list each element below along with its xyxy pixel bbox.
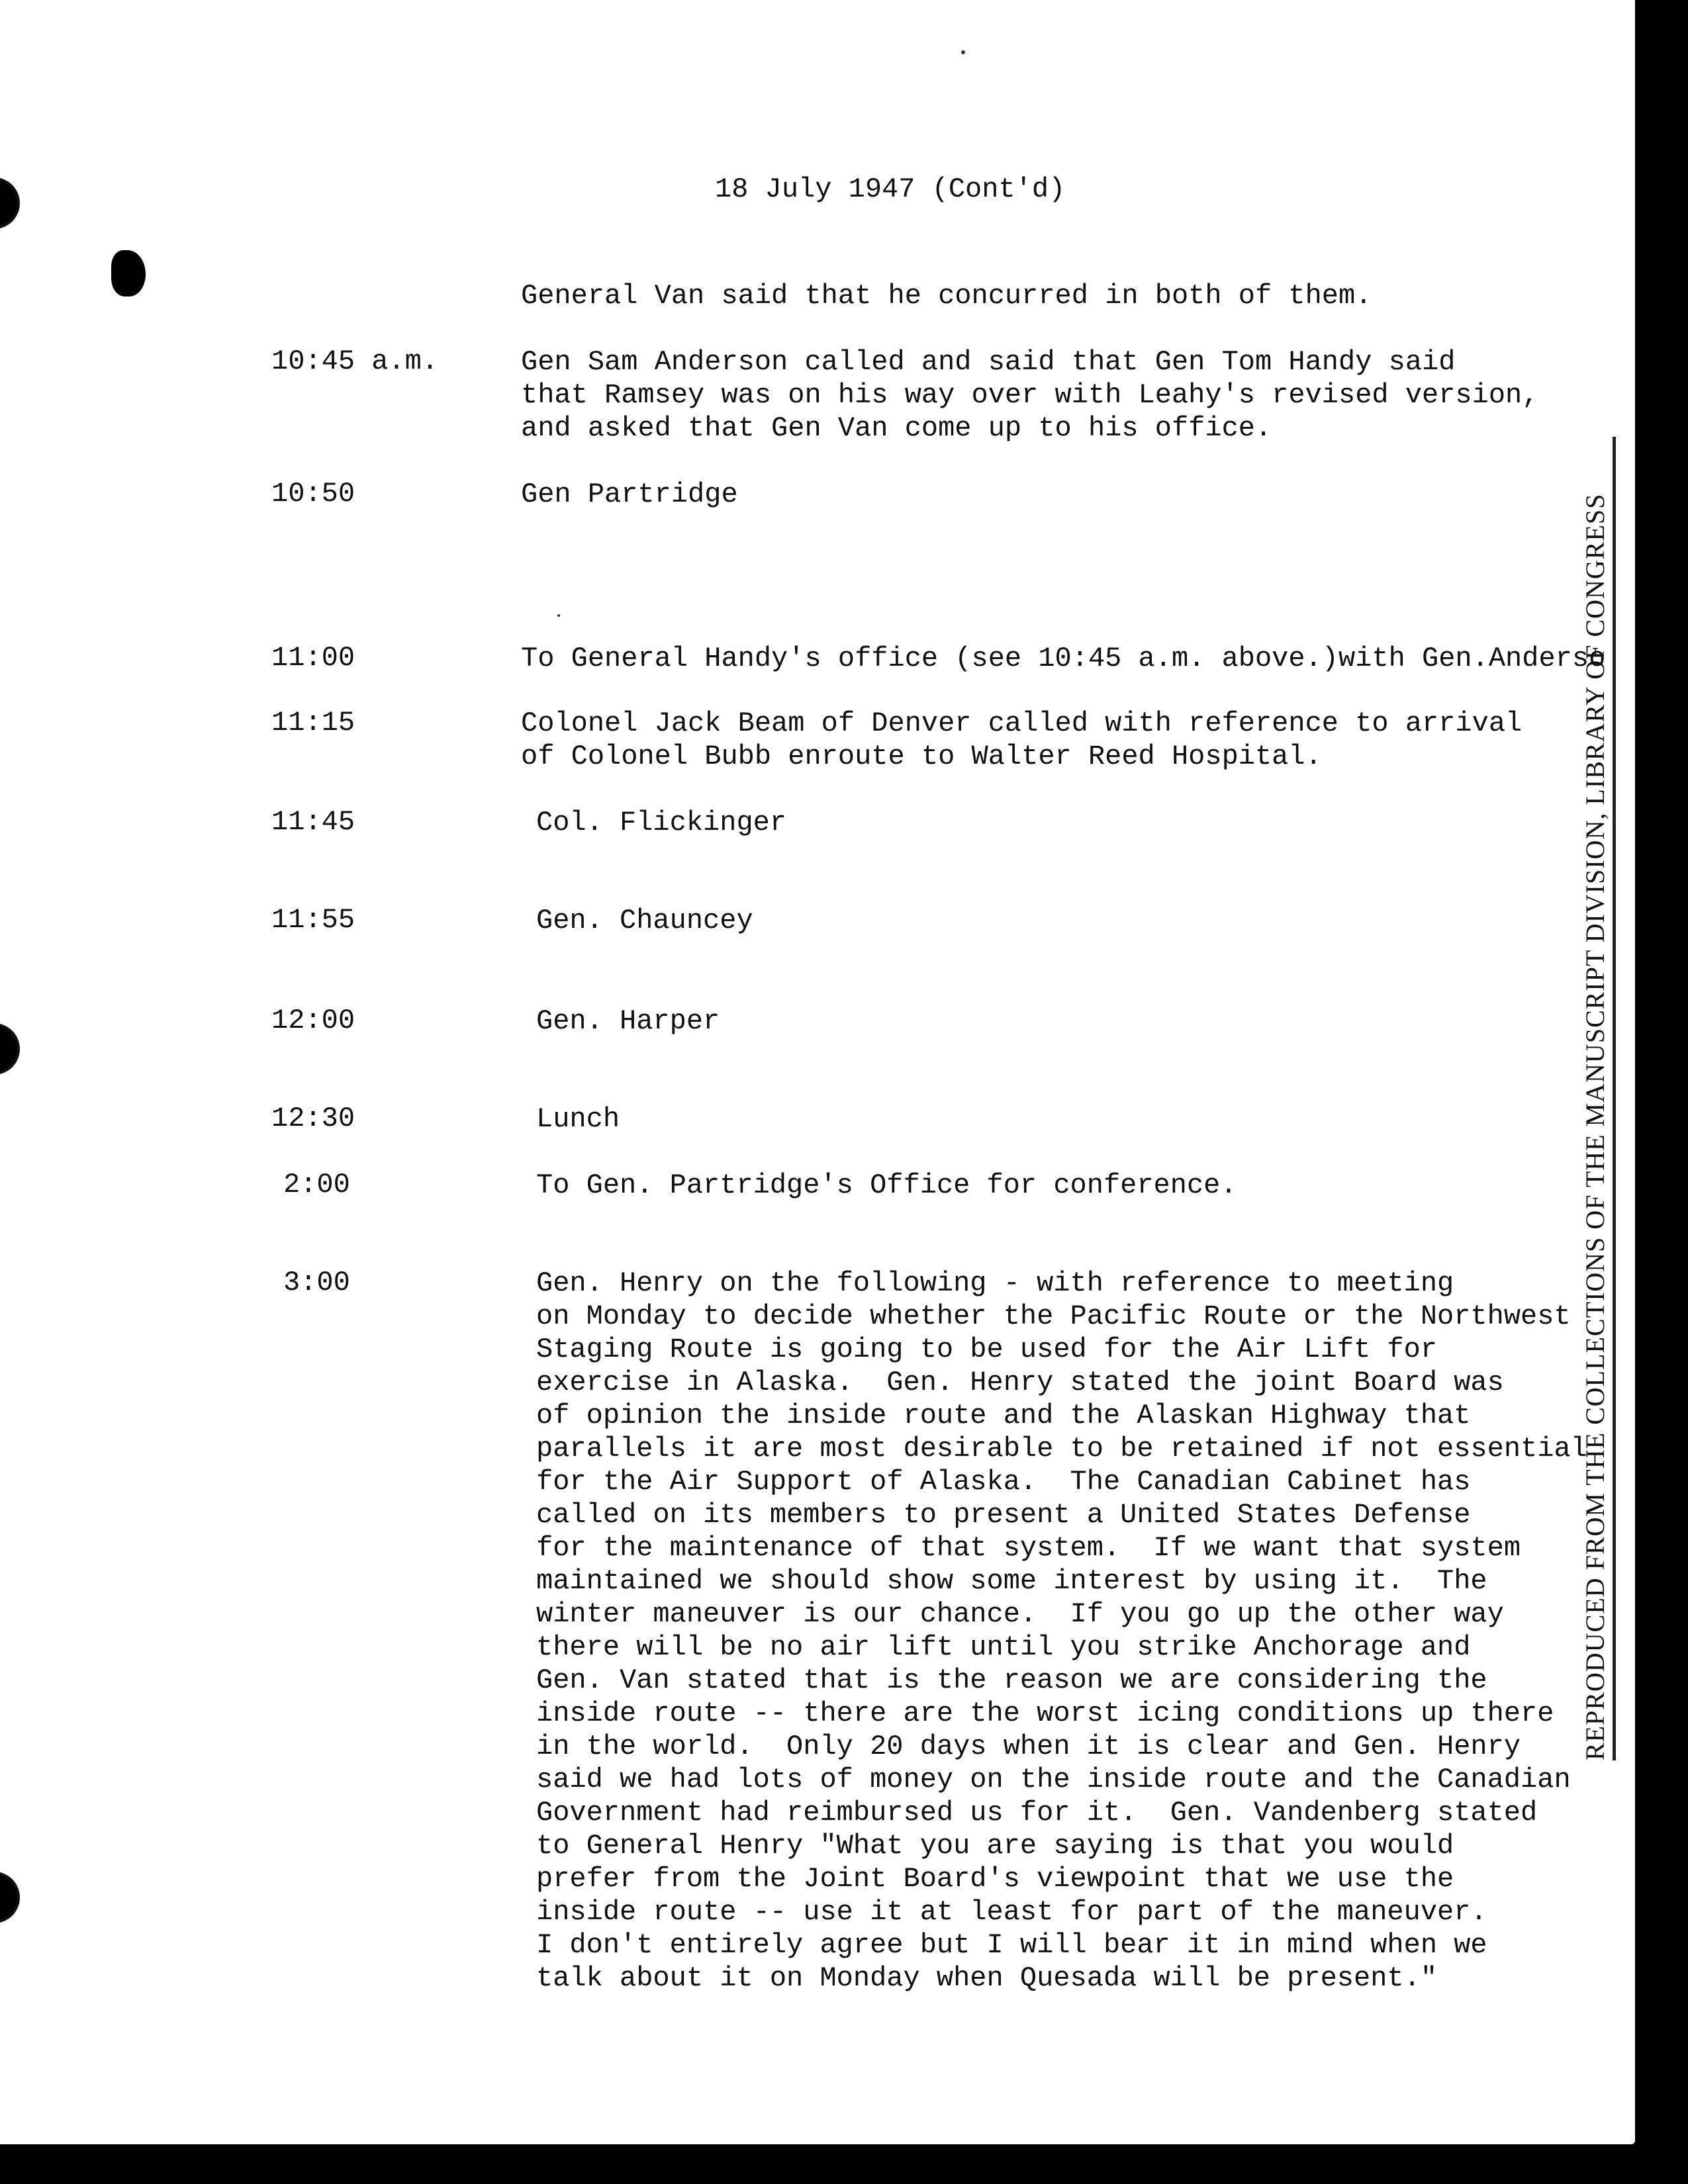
entry-line: Lunch [536, 1103, 620, 1135]
entry-line: Gen. Henry on the following - with reference to meeting [536, 1267, 1454, 1299]
entry-text [521, 642, 1605, 675]
entry-text [521, 478, 738, 511]
entry-time: 11:45 [271, 806, 355, 838]
entry-line: winter maneuver is our chance. If you go up the other way [536, 1598, 1504, 1630]
archive-note: REPRODUCED FROM THE COLLECTIONS OF THE MANUSCRIPT DIVISION, LIBRARY OF CONGRESS [1580, 493, 1610, 1760]
entry-line: of opinion the inside route and the Alaskan Highway that [536, 1400, 1471, 1432]
entry-line: Gen. Harper [536, 1005, 720, 1037]
entry-text [536, 1169, 1237, 1202]
entry-line: on Monday to decide whether the Pacific Route or the Northwest [536, 1300, 1571, 1332]
entry-line: Gen. Chauncey [536, 905, 753, 936]
entry-time: 10:45 a.m. [271, 345, 439, 377]
entry-line: Gen Partridge [521, 478, 738, 510]
entry-line: To General Handy's office (see 10:45 a.m. above.)with Gen.Anderso [521, 643, 1606, 674]
entry-line: Col. Flickinger [536, 807, 787, 839]
entry-line: Colonel Jack Beam of Denver called with reference to arrival [521, 707, 1523, 739]
entry-text [536, 806, 786, 839]
entry-text [521, 345, 1538, 445]
entry-line: said we had lots of money on the inside route and the Canadian [536, 1764, 1571, 1796]
entry-line: Government had reimbursed us for it. Gen. Vandenberg stated [536, 1797, 1538, 1829]
speck [961, 50, 965, 54]
ink-blot [111, 250, 146, 296]
entry-line: there will be no air lift until you strike Anchorage and [536, 1631, 1471, 1663]
entry-time: 11:15 [271, 707, 355, 739]
entry-line: Gen Sam Anderson called and said that Gen Tom Handy said [521, 346, 1456, 378]
entry-line: exercise in Alaska. Gen. Henry stated the joint Board was [536, 1367, 1504, 1398]
entry-text [521, 707, 1522, 773]
entry-line: maintained we should show some interest by using it. The [536, 1565, 1487, 1597]
entry-time: 11:55 [271, 904, 355, 936]
entry-line: inside route -- use it at least for part of the maneuver. [536, 1896, 1487, 1928]
entry-line: to General Henry "What you are saying is that you would [536, 1830, 1454, 1862]
archive-margin-rule [1613, 437, 1616, 1760]
page-title: 18 July 1947 (Cont'd) [715, 173, 1066, 205]
entry-line: Staging Route is going to be used for the Air Lift for [536, 1334, 1438, 1365]
entry-line: talk about it on Monday when Quesada will be present." [536, 1962, 1438, 1994]
entry-line: To Gen. Partridge's Office for conference. [536, 1169, 1237, 1201]
entry-line: of Colonel Bubb enroute to Walter Reed Hospital. [521, 741, 1322, 772]
entry-text [536, 904, 753, 937]
entry-line: I don't entirely agree but I will bear it in mind when we [536, 1929, 1487, 1961]
entry-line: prefer from the Joint Board's viewpoint that we use the [536, 1863, 1454, 1895]
entry-time: 10:50 [271, 478, 355, 510]
entry-text [521, 279, 1372, 312]
entry-line: parallels it are most desirable to be retained if not essential [536, 1433, 1587, 1465]
entry-time: 11:00 [271, 642, 355, 674]
entry-time: 3:00 [283, 1267, 350, 1298]
entry-time: 12:00 [271, 1005, 355, 1036]
entry-line: General Van said that he concurred in both of them. [521, 280, 1372, 312]
speck [557, 614, 560, 617]
entry-line: Gen. Van stated that is the reason we are considering the [536, 1664, 1487, 1696]
entry-time: 2:00 [283, 1169, 350, 1201]
entry-line: called on its members to present a United States Defense [536, 1499, 1471, 1531]
entry-time: 12:30 [271, 1103, 355, 1134]
entry-line: that Ramsey was on his way over with Leahy's revised version, [521, 379, 1539, 411]
entry-line: inside route -- there are the worst icing conditions up there [536, 1698, 1554, 1729]
entry-line: in the world. Only 20 days when it is clear and Gen. Henry [536, 1731, 1521, 1762]
entry-line: and asked that Gen Van come up to his office. [521, 412, 1272, 444]
entry-line: for the maintenance of that system. If we want that system [536, 1532, 1521, 1564]
entry-line: for the Air Support of Alaska. The Canadian Cabinet has [536, 1466, 1471, 1498]
entry-text [536, 1103, 620, 1136]
entry-text [536, 1005, 720, 1038]
entry-text [536, 1267, 1587, 1995]
